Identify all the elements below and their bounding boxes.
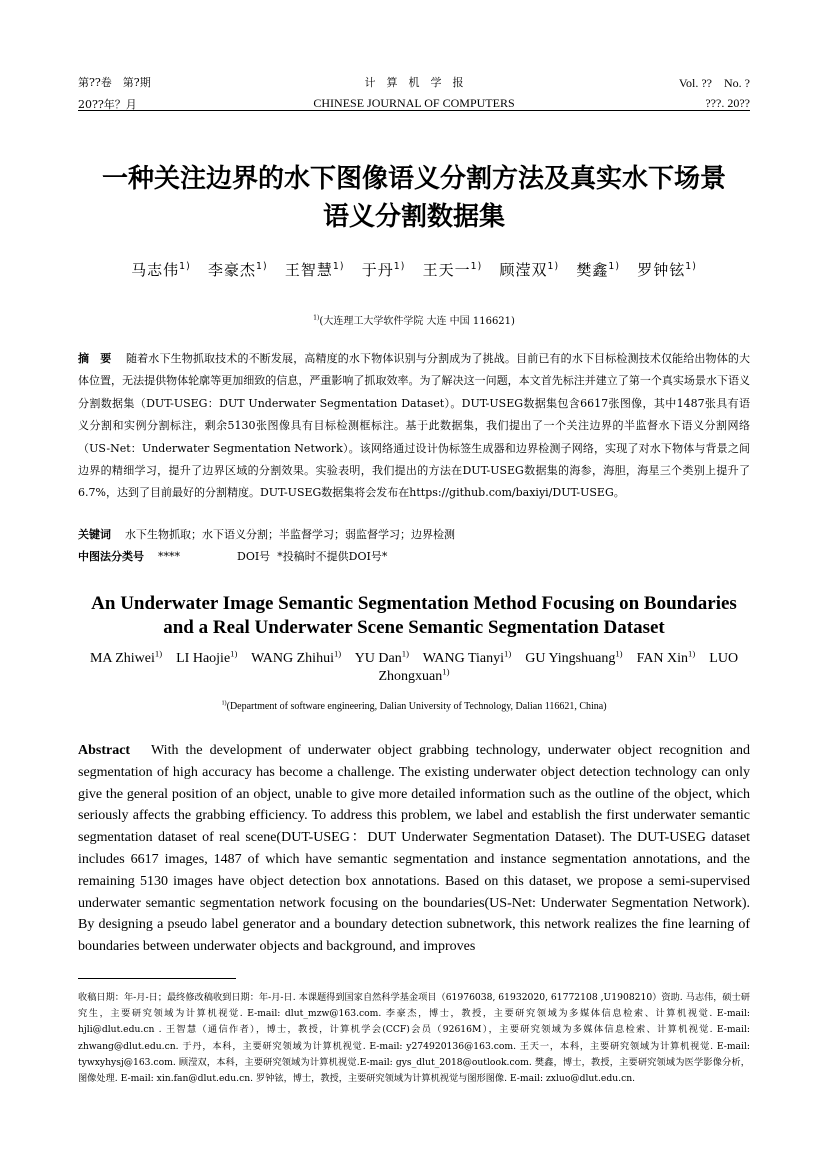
author-name: 王智慧 [284,261,333,279]
author-name: WANG Tianyi [422,651,505,666]
author-name: 马志伟 [131,261,180,279]
abstract-cn [78,348,750,505]
author-sup: 1) [688,648,696,659]
author-sup: 1) [256,261,268,272]
author-sup: 1) [332,261,345,272]
affiliation-en [78,701,750,712]
header-volume-en: Vol. ?? No. ? [678,76,750,90]
keywords-text: 水下生物抓取；水下语义分割；半监督学习；弱监督学习；边界检测 [125,528,455,541]
author-sup: 1) [608,261,620,272]
affiliation-text: (Department of software engineering, Dalian University of Technology, Dalian 116621, China) [226,701,607,712]
author-name: GU Yingshuang [525,651,616,666]
author-sup: 1) [333,648,342,659]
title-line: and a Real Underwater Scene Semantic Segmentation Dataset [163,617,665,638]
abstract-text-cn: 随着水下生物抓取技术的不断发展，高精度的水下物体识别与分割成为了挑战。目前已有的水下目标检测技术仅能给出物体的大体位置，无法提供物体轮廓等更加细致的信息，严重影响了抓取效率。为了解决这一问题，本文首先标注并建立了第一个真实场景水下语义分割数据集（DUT-USEG：DUT Underwater Segmentation Dataset）。DUT-USEG数据集包含6617张图像，其中1487张具有语义分割和实例分割标注，剩余5130张图像具有目标检测框标注。基于此数据集，我们提出了一个关注边界的半监督水下语义分割网络（US-Net：Underwater Segmentation Network）。该网络通过设计伪标签生成器和边界检测子网络，实现了对水下物体与背景之间边界的精细学习，提升了边界区域的分割效果。实验表明，我们提出的方法在DUT-USEG数据集的海参，海胆，海星三个类别上提升了6.7%，达到了目前最好的分割精度。DUT-USEG数据集将会发布在https://github.com/baxiyi/DUT-USEG。 [78,352,750,500]
author-list-cn [78,259,750,280]
keywords-cn [78,526,750,542]
doi-value: *投稿时不提供DOI号* [277,550,388,563]
title-line: An Underwater Image Semantic Segmentation Method Focusing on Boundaries [91,593,737,614]
footnote: 收稿日期：年-月-日；最终修改稿收到日期：年-月-日. 本课题得到国家自然科学基金项目（61976038, 61932020, 61772108 ,U1908210）资助. 马志伟，硕士研究生，主要研究领域为计算机视觉. E-mail: dlut_mzw@163.com. 李豪杰，博士，教授，主要研究领域为多媒体信息检索、计算机视觉. E-mail: hjli@dlut.edu.cn . 王智慧（通信作者），博士，教授，计算机学会(CCF)会员（92616M），主要研究领域为多媒体信息检索、计算机视觉. E-mail: zhwang@dlut.edu.cn. 于丹，本科，主要研究领域为计算机视觉. E-mail: y274920136@163.com. 王天一，本科，主要研究领域为计算机视觉. E-mail: tywxyhysj@163.com. 顾滢双，本科，主要研究领域为计算机视觉.E-mail: gys_dlut_2018@outlook.com. 樊鑫，博士，教授，主要研究领域为医学影像分析，图像处理. E-mail: xin.fan@dlut.edu.cn. 罗钟铉，博士，教授，主要研究领域为计算机视觉与图形图像. E-mail: zxluo@dlut.edu.cn. [78,992,750,1085]
author-name: 于丹 [361,261,394,279]
author-sup: 1) [179,261,191,272]
abstract-label-cn: 摘 要 [78,352,112,365]
author-sup: 1) [154,648,163,659]
affiliation-cn [78,312,750,327]
affiliation-sup: 1) [221,699,227,707]
author-name: Zhongxuan [378,669,443,684]
class-value: **** [158,550,180,563]
affiliation-sup: 1) [313,314,320,322]
class-label: 中图法分类号 [78,550,144,563]
author-name: LI Haojie [176,651,231,666]
author-name: WANG Zhihui [251,651,334,666]
author-name: 李豪杰 [208,261,257,279]
author-sup: 1) [547,261,560,272]
author-name: FAN Xin [636,651,689,666]
affiliation-text: (大连理工大学软件学院 大连 中国 116621) [319,316,515,327]
author-sup: 1) [401,648,409,659]
author-name: 顾滢双 [499,261,548,279]
abstract-text-en: With the development of underwater object grabbing technology, underwater object recognition and segmentation of high accuracy has become a challenge. The existing underwater object detection technology can only give the general position of an object, unable to give more detailed information such as the outline of the object, which seriously affects the grabbing efficiency. To address this problem, we label and establish the first underwater semantic segmentation dataset of real scene(DUT-USEG：DUT Underwater Segmentation Dataset). The DUT-USEG dataset includes 6617 images, 1487 of which have semantic segmentation and instance segmentation annotations, and the remaining 5130 images have object detection box annotations. Based on this dataset, we propose a semi-supervised underwater semantic segmentation network focusing on the boundaries(US-Net: Underwater Segmentation Network). By designing a pseudo label generator and a boundary detection subnetwork, this network realizes the fine learning of boundaries between underwater objects and background, and improves [78,743,764,955]
header-volume: 第??卷 第?期 [78,76,151,89]
author-name: 罗钟铉 [637,261,686,279]
header-rule [78,110,750,111]
author-sup: 1) [230,648,238,659]
doi-label: DOI号 [237,550,271,563]
author-name: YU Dan [354,651,402,666]
author-name: 樊鑫 [576,261,609,279]
author-sup: 1) [393,261,406,272]
author-name: 王天一 [422,261,471,279]
header-journal-en: CHINESE JOURNAL OF COMPUTERS [313,96,515,110]
author-sup: 1) [442,666,450,677]
author-sup: 1) [504,648,512,659]
author-name: LUO [709,651,739,666]
author-sup: 1) [615,648,623,659]
classification-row [78,548,750,564]
author-sup: 1) [685,261,697,272]
footnote-rule [78,978,236,979]
abstract-label-en: Abstract [78,743,131,758]
abstract-en [78,740,764,958]
header-journal-cn: 计 算 机 学 报 [364,76,464,89]
author-name: MA Zhiwei [89,651,155,666]
keywords-label: 关键词 [78,528,111,541]
header-date-en: ???. 20?? [705,96,750,110]
header-date: 20??年？月 [78,98,137,111]
author-list-en [78,650,750,686]
author-sup: 1) [470,261,483,272]
paper-title-en [78,592,750,640]
paper-title-cn: 一种关注边界的水下图像语义分割方法及真实水下场景语义分割数据集 [101,164,726,232]
